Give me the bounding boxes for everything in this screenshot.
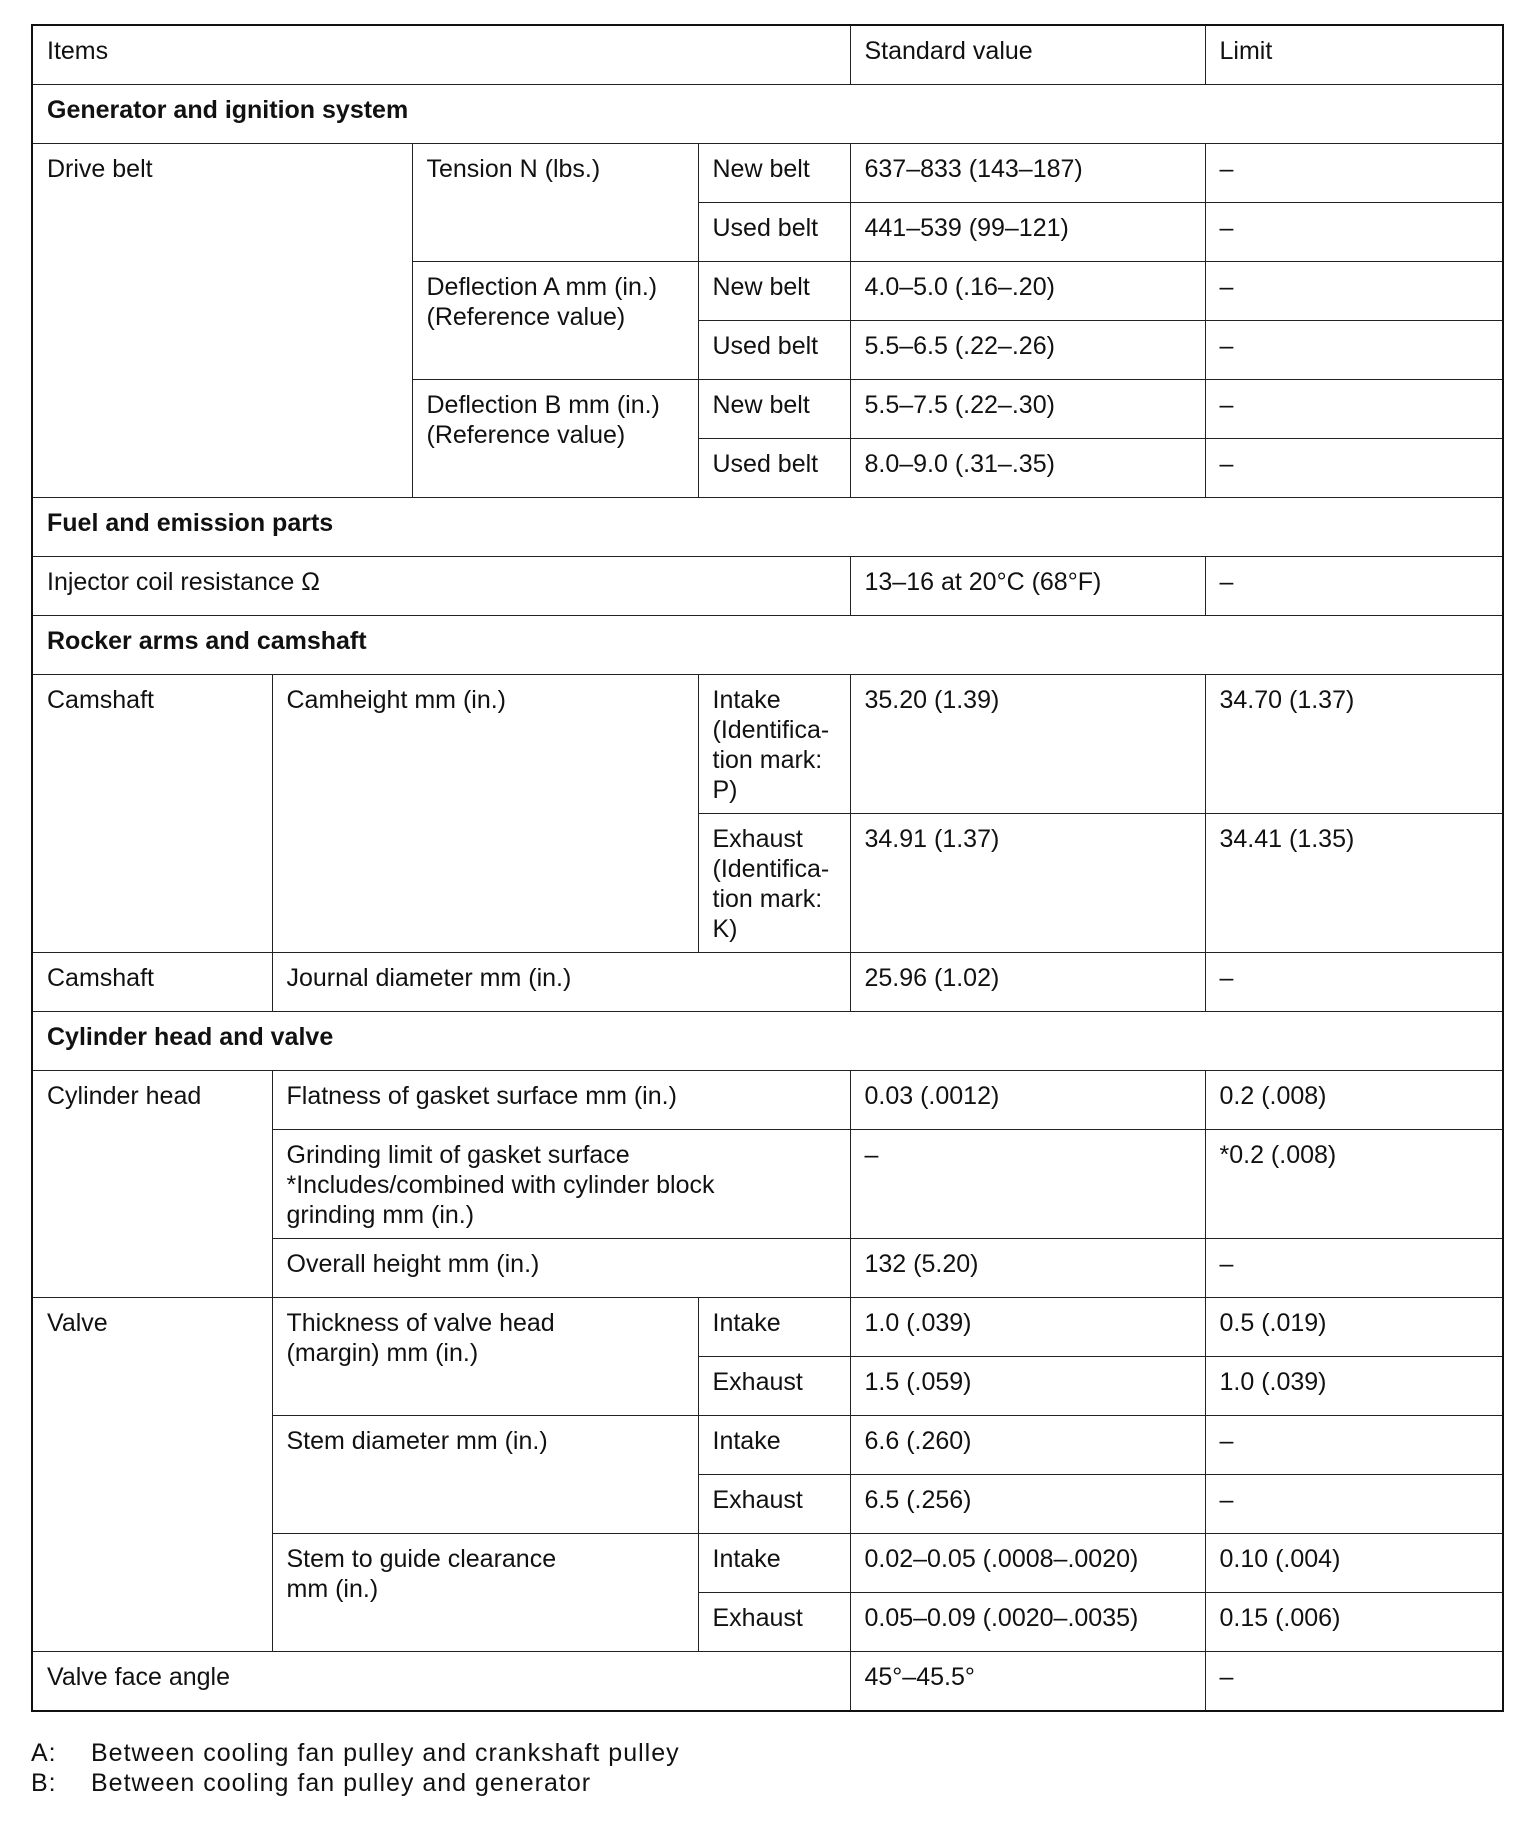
clearance-intake-standard: 0.02–0.05 (.0008–.0020) bbox=[850, 1534, 1205, 1593]
deflection-b-label: Deflection B mm (in.) (Reference value) bbox=[412, 380, 698, 498]
table-row bbox=[32, 557, 1503, 616]
deflection-a-new-standard: 4.0–5.0 (.16–.20) bbox=[850, 262, 1205, 321]
valve-item: Valve bbox=[32, 1298, 272, 1652]
flatness-limit: 0.2 (.008) bbox=[1205, 1071, 1503, 1130]
footnote-text: Between cooling fan pulley and generator bbox=[91, 1769, 592, 1797]
face-angle-standard: 45°–45.5° bbox=[850, 1652, 1205, 1712]
camheight-exhaust-standard: 34.91 (1.37) bbox=[850, 814, 1205, 953]
deflection-b-used-limit: – bbox=[1205, 439, 1503, 498]
footnote-b bbox=[31, 1768, 1502, 1798]
table-row bbox=[32, 1298, 1503, 1357]
section-fuel: Fuel and emission parts bbox=[32, 498, 1503, 557]
tension-new-label: New belt bbox=[698, 144, 850, 203]
table-row bbox=[32, 675, 1503, 814]
tension-used-limit: – bbox=[1205, 203, 1503, 262]
journal-label: Journal diameter mm (in.) bbox=[272, 953, 850, 1012]
flatness-label: Flatness of gasket surface mm (in.) bbox=[272, 1071, 850, 1130]
stem-exhaust-standard: 6.5 (.256) bbox=[850, 1475, 1205, 1534]
journal-item: Camshaft bbox=[32, 953, 272, 1012]
clearance-exhaust-label: Exhaust bbox=[698, 1593, 850, 1652]
thickness-intake-standard: 1.0 (.039) bbox=[850, 1298, 1205, 1357]
thickness-label: Thickness of valve head (margin) mm (in.) bbox=[272, 1298, 698, 1416]
tension-used-label: Used belt bbox=[698, 203, 850, 262]
section-row bbox=[32, 85, 1503, 144]
footnote-a bbox=[31, 1738, 1502, 1768]
thickness-exhaust-label: Exhaust bbox=[698, 1357, 850, 1416]
camheight-intake-label: Intake (Identifica- tion mark: P) bbox=[698, 675, 850, 814]
camheight-exhaust-label: Exhaust (Identifica- tion mark: K) bbox=[698, 814, 850, 953]
table-row bbox=[32, 1071, 1503, 1130]
tension-new-limit: – bbox=[1205, 144, 1503, 203]
camshaft-item: Camshaft bbox=[32, 675, 272, 953]
deflection-a-used-limit: – bbox=[1205, 321, 1503, 380]
clearance-exhaust-standard: 0.05–0.09 (.0020–.0035) bbox=[850, 1593, 1205, 1652]
clearance-intake-limit: 0.10 (.004) bbox=[1205, 1534, 1503, 1593]
drive-belt-item: Drive belt bbox=[32, 144, 412, 498]
deflection-b-new-standard: 5.5–7.5 (.22–.30) bbox=[850, 380, 1205, 439]
journal-standard: 25.96 (1.02) bbox=[850, 953, 1205, 1012]
grinding-standard: – bbox=[850, 1130, 1205, 1239]
section-generator: Generator and ignition system bbox=[32, 85, 1503, 144]
overall-height-standard: 132 (5.20) bbox=[850, 1239, 1205, 1298]
section-row bbox=[32, 498, 1503, 557]
deflection-b-used-standard: 8.0–9.0 (.31–.35) bbox=[850, 439, 1205, 498]
grinding-label: Grinding limit of gasket surface *Includes/combined with cylinder block grinding mm (in.) bbox=[272, 1130, 850, 1239]
camheight-label: Camheight mm (in.) bbox=[272, 675, 698, 953]
section-cylinder: Cylinder head and valve bbox=[32, 1012, 1503, 1071]
injector-item: Injector coil resistance Ω bbox=[32, 557, 850, 616]
tension-new-standard: 637–833 (143–187) bbox=[850, 144, 1205, 203]
overall-height-label: Overall height mm (in.) bbox=[272, 1239, 850, 1298]
header-limit: Limit bbox=[1205, 25, 1503, 85]
deflection-b-new-label: New belt bbox=[698, 380, 850, 439]
table-row bbox=[32, 144, 1503, 203]
stem-diameter-label: Stem diameter mm (in.) bbox=[272, 1416, 698, 1534]
injector-standard: 13–16 at 20°C (68°F) bbox=[850, 557, 1205, 616]
stem-intake-standard: 6.6 (.260) bbox=[850, 1416, 1205, 1475]
footnote-key: A: bbox=[31, 1739, 57, 1767]
stem-intake-label: Intake bbox=[698, 1416, 850, 1475]
stem-exhaust-limit: – bbox=[1205, 1475, 1503, 1534]
header-row bbox=[32, 25, 1503, 85]
tension-used-standard: 441–539 (99–121) bbox=[850, 203, 1205, 262]
service-spec-table bbox=[31, 24, 1504, 1712]
overall-height-limit: – bbox=[1205, 1239, 1503, 1298]
clearance-exhaust-limit: 0.15 (.006) bbox=[1205, 1593, 1503, 1652]
thickness-exhaust-standard: 1.5 (.059) bbox=[850, 1357, 1205, 1416]
face-angle-limit: – bbox=[1205, 1652, 1503, 1712]
tension-label: Tension N (lbs.) bbox=[412, 144, 698, 262]
thickness-intake-label: Intake bbox=[698, 1298, 850, 1357]
face-angle-item: Valve face angle bbox=[32, 1652, 850, 1712]
journal-limit: – bbox=[1205, 953, 1503, 1012]
section-row bbox=[32, 1012, 1503, 1071]
deflection-a-new-limit: – bbox=[1205, 262, 1503, 321]
camheight-intake-limit: 34.70 (1.37) bbox=[1205, 675, 1503, 814]
stem-intake-limit: – bbox=[1205, 1416, 1503, 1475]
flatness-standard: 0.03 (.0012) bbox=[850, 1071, 1205, 1130]
camheight-exhaust-limit: 34.41 (1.35) bbox=[1205, 814, 1503, 953]
deflection-a-used-label: Used belt bbox=[698, 321, 850, 380]
footnote-key: B: bbox=[31, 1769, 57, 1797]
header-standard-value: Standard value bbox=[850, 25, 1205, 85]
deflection-a-used-standard: 5.5–6.5 (.22–.26) bbox=[850, 321, 1205, 380]
section-row bbox=[32, 616, 1503, 675]
clearance-label: Stem to guide clearance mm (in.) bbox=[272, 1534, 698, 1652]
injector-limit: – bbox=[1205, 557, 1503, 616]
camheight-intake-standard: 35.20 (1.39) bbox=[850, 675, 1205, 814]
thickness-intake-limit: 0.5 (.019) bbox=[1205, 1298, 1503, 1357]
deflection-b-used-label: Used belt bbox=[698, 439, 850, 498]
footnotes bbox=[31, 1738, 1502, 1798]
deflection-b-new-limit: – bbox=[1205, 380, 1503, 439]
table-row bbox=[32, 953, 1503, 1012]
thickness-exhaust-limit: 1.0 (.039) bbox=[1205, 1357, 1503, 1416]
deflection-a-new-label: New belt bbox=[698, 262, 850, 321]
spec-page bbox=[31, 24, 1502, 1798]
grinding-limit: *0.2 (.008) bbox=[1205, 1130, 1503, 1239]
header-items: Items bbox=[32, 25, 850, 85]
table-row bbox=[32, 1652, 1503, 1712]
section-rocker: Rocker arms and camshaft bbox=[32, 616, 1503, 675]
stem-exhaust-label: Exhaust bbox=[698, 1475, 850, 1534]
footnote-text: Between cooling fan pulley and crankshaft pulley bbox=[91, 1739, 680, 1767]
deflection-a-label: Deflection A mm (in.) (Reference value) bbox=[412, 262, 698, 380]
cylinder-head-item: Cylinder head bbox=[32, 1071, 272, 1298]
clearance-intake-label: Intake bbox=[698, 1534, 850, 1593]
